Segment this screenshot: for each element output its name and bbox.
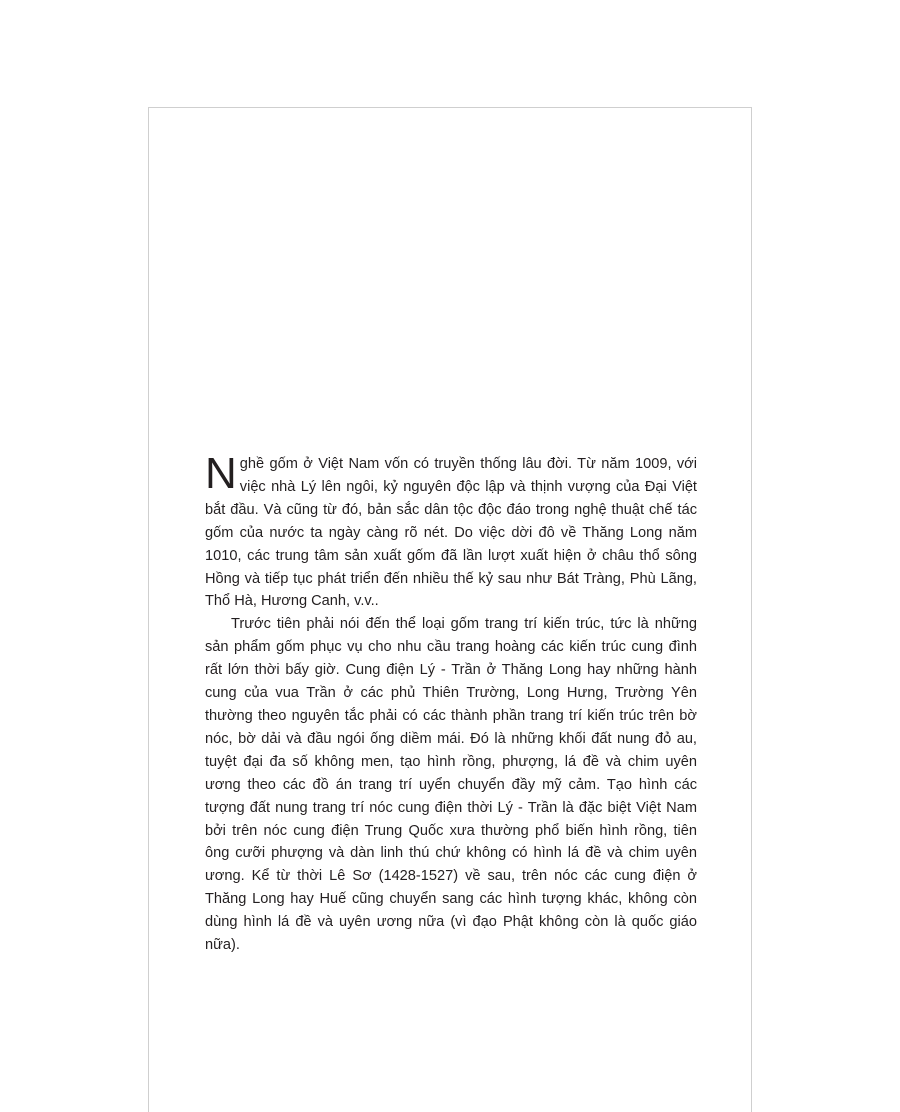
body-text xyxy=(205,449,697,957)
paragraph-2: Trước tiên phải nói đến thể loại gốm trang trí kiến trúc, tức là những sản phẩm gốm phục vụ cho nhu cầu trang hoàng các kiến trúc cung đình rất lớn thời bấy giờ. Cung điện Lý - Trần ở Thăng Long hay những hành cung của vua Trần ở các phủ Thiên Trường, Long Hưng, Trường Yên thường theo nguyên tắc phải có các thành phần trang trí kiến trúc trên bờ nóc, bờ dải và đầu ngói ống diềm mái. Đó là những khối đất nung đỏ au, tuyệt đại đa số không men, tạo hình rồng, phượng, lá đề và chim uyên ương theo các đồ án trang trí uyển chuyển đầy mỹ cảm. Tạo hình các tượng đất nung trang trí nóc cung điện thời Lý - Trần là đặc biệt Việt Nam bởi trên nóc cung điện Trung Quốc xưa thường phổ biến hình rồng, tiên ông cưỡi phượng và dàn linh thú chứ không có hình lá đề và chim uyên ương. Kể từ thời Lê Sơ (1428-1527) về sau, trên nóc các cung điện ở Thăng Long hay Huế cũng chuyển sang các hình tượng khác, không còn dùng hình lá đề và uyên ương nữa (vì đạo Phật không còn là quốc giáo nữa). xyxy=(205,616,697,954)
paragraph-1: Nghề gốm ở Việt Nam vốn có truyền thống lâu đời. Từ năm 1009, với việc nhà Lý lên ngôi, kỷ nguyên độc lập và thịnh vượng của Đại Việt bắt đầu. Và cũng từ đó, bản sắc dân tộc độc đáo trong nghệ thuật chế tác gốm của nước ta ngày càng rõ nét. Do việc dời đô về Thăng Long năm 1010, các trung tâm sản xuất gốm đã lần lượt xuất hiện ở châu thổ sông Hồng và tiếp tục phát triển đến nhiều thế kỷ sau như Bát Tràng, Phù Lãng, Thổ Hà, Hương Canh, v.v.. xyxy=(205,449,697,610)
book-page xyxy=(148,107,752,1112)
